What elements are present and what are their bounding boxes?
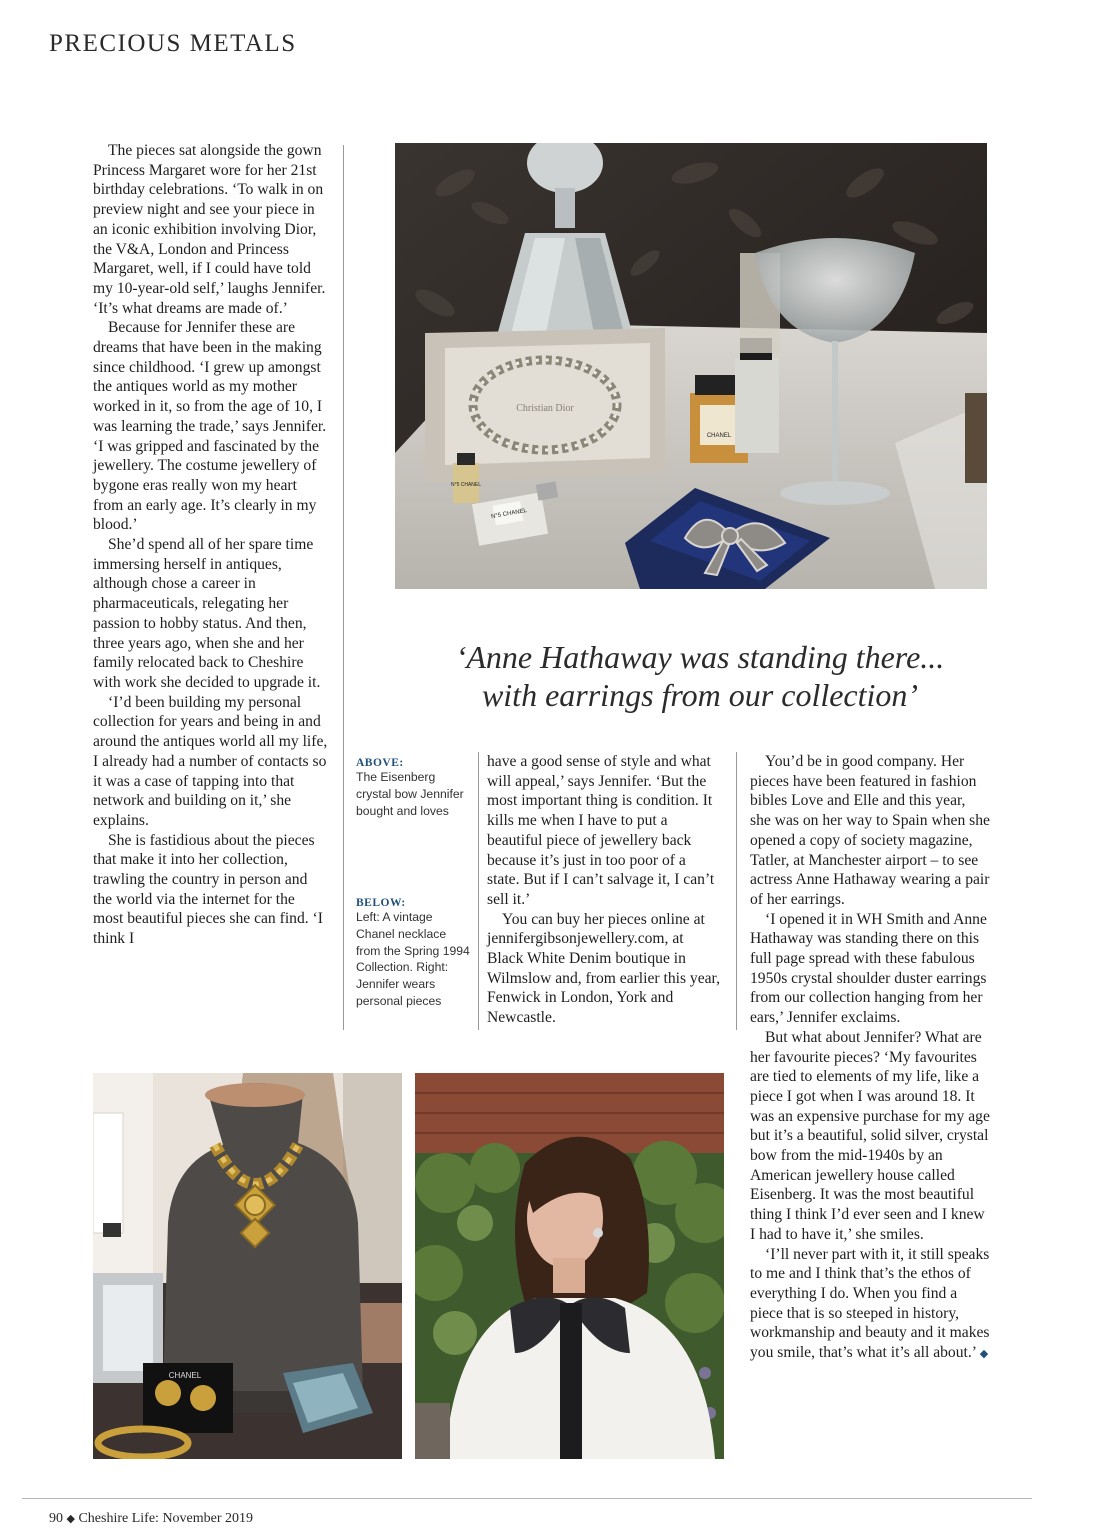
- caption-below-text: Left: A vintage Chanel necklace from the Spring 1994 Collection. Right: Jennifer wears personal pieces: [356, 910, 470, 1008]
- caption-above-heading: ABOVE:: [356, 757, 404, 769]
- perfume-label-flat: N°5 CHANEL: [490, 507, 528, 521]
- paragraph: Because for Jennifer these are dreams that have been in the making since childhood. ‘I grew up amongst the antiques world as my mother worked in it, so from the age of 10, I was learning the trade,’ says Jennifer. ‘I was gripped and fascinated by the jewellery. The costume jewellery of bygone eras really won my heart from an early age. It’s clearly in my blood.’: [93, 319, 327, 534]
- column-rule: [478, 752, 479, 1030]
- paragraph: The pieces sat alongside the gown Princess Margaret wore for her 21st birthday celebrations. ‘To walk in on preview night and see your piece in an iconic exhibition involving Dior, the V&A, London and Princess Margaret, well, if I could have told my 10-year-old self,’ laughs Jennifer. ‘It’s what dreams are made of.’: [93, 142, 326, 317]
- paragraph: She’d spend all of her spare time immersing herself in antiques, although chose a career in pharmaceuticals, relegating her passion to hobby status. And then, three years ago, when she and her family relocated back to Cheshire with work she decided to upgrade it.: [93, 536, 321, 691]
- box-label: CHANEL: [168, 1371, 202, 1380]
- perfume-label-small: N°5 CHANEL: [450, 482, 482, 488]
- paragraph: You’d be in good company. Her pieces have been featured in fashion bibles Love and Elle and this year, she was on her way to Spain when she opened a copy of society magazine, Tatler, at Manchester airport – to see actress Anne Hathaway wearing a pair of her earrings.: [750, 753, 990, 908]
- caption-above: [356, 757, 468, 819]
- photo-jennifer-portrait: [415, 1073, 724, 1459]
- footer-separator: ◆: [66, 1513, 75, 1525]
- paragraph: have a good sense of style and what will appeal,’ says Jennifer. ‘But the most important thing is condition. It kills me when I have to put a beautiful piece of jewellery back because it’s just in too poor of a state. But if I can’t salvage it, I can’t sell it.’: [487, 753, 715, 908]
- column-rule: [343, 145, 344, 1030]
- pull-quote-line-2: with earrings from our collection’: [481, 677, 919, 713]
- article-column-4: [750, 752, 990, 1365]
- page-number: 90: [49, 1511, 63, 1526]
- chanel-necklace-image: [93, 1073, 402, 1459]
- paragraph-text: ‘I’ll never part with it, it still speaks to me and I think that’s the ethos of everything I do. When you find a piece that is so steeped in history, workmanship and beauty and it makes you smile, that’s what it’s all about.’: [750, 1245, 990, 1362]
- article-column-3: [487, 752, 722, 1028]
- publication-date: Cheshire Life: November 2019: [78, 1511, 254, 1526]
- article-column-1: [93, 141, 328, 949]
- section-title: PRECIOUS METALS: [49, 30, 297, 57]
- photo-chanel-necklace: [93, 1073, 402, 1459]
- paragraph: She is fastidious about the pieces that make it into her collection, trawling the country in person and the world via the internet for the most beautiful pieces she can find. ‘I think I: [93, 831, 323, 948]
- paragraph: ‘I’d been building my personal collection for years and being in and around the antiques world all my life, I already had a number of contacts so it was a case of tapping into that network and building on it,’ she explains.: [93, 693, 328, 829]
- paragraph: [750, 1245, 990, 1365]
- still-life-image: [395, 143, 987, 589]
- pull-quote: [400, 638, 1000, 714]
- caption-below-heading: BELOW:: [356, 897, 406, 909]
- column-rule: [736, 752, 737, 1030]
- caption-below: [356, 897, 470, 1010]
- page-footer: [49, 1511, 253, 1527]
- caption-above-text: The Eisenberg crystal bow Jennifer bought and loves: [356, 770, 464, 818]
- paragraph: You can buy her pieces online at jennifergibsonjewellery.com, at Black White Denim boutique in Wilmslow and, from earlier this year, Fenwick in London, York and Newcastle.: [487, 910, 721, 1027]
- photo-still-life: [395, 143, 987, 589]
- footer-rule: [22, 1498, 1032, 1499]
- portrait-image: [415, 1073, 724, 1459]
- perfume-label-amber: CHANEL: [706, 433, 732, 439]
- paragraph: ‘I opened it in WH Smith and Anne Hathaway was standing there on this full page spread with these fabulous 1950s crystal shoulder duster earrings from our collection hanging from her ears,’ Jennifer exclaims.: [750, 910, 987, 1027]
- book-label: Christian Dior: [516, 403, 574, 414]
- pull-quote-line-1: ‘Anne Hathaway was standing there...: [455, 639, 945, 675]
- paragraph: But what about Jennifer? What are her favourite pieces? ‘My favourites are tied to elements of my life, like a piece I got when I was around 18. It was an expensive purchase for my age but it’s a beautiful, solid silver, crystal bow from the mid-1940s by an American jewellery house called Eisenberg. It was the most beautiful thing I think I’d ever seen and I knew I had to have it,’ she smiles.: [750, 1028, 990, 1243]
- end-mark: ◆: [979, 1348, 989, 1361]
